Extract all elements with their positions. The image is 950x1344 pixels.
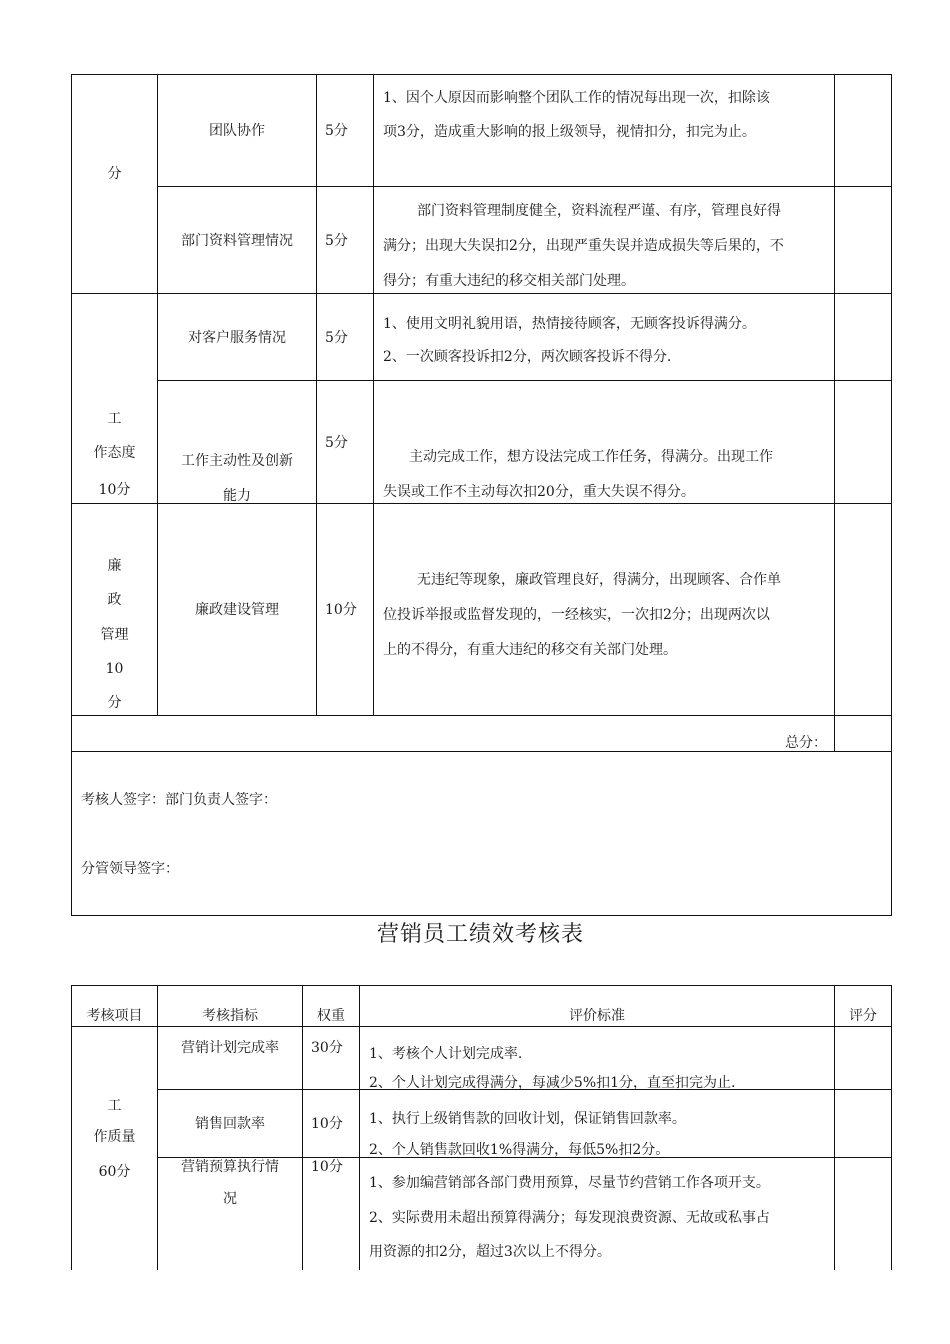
criteria-line: 2、个人计划完成得满分，每减少5%扣1分，直至扣完为止. <box>369 1075 736 1091</box>
table-rule <box>71 293 892 294</box>
category-label: 工 <box>107 1098 122 1114</box>
table-rule <box>373 74 374 716</box>
table-rule <box>316 74 317 716</box>
weight-cell: 10分 <box>325 602 357 618</box>
criteria-line: 得分；有重大违纪的移交相关部门处理。 <box>383 273 635 289</box>
category-label: 作态度 <box>93 445 136 461</box>
indicator-cell: 对客户服务情况 <box>188 330 286 346</box>
total-label: 总分： <box>785 735 827 751</box>
table-rule <box>71 1026 892 1027</box>
category-label: 60分 <box>98 1164 131 1180</box>
criteria-line: 1、参加编营销部各部门费用预算，尽量节约营销工作各项开支。 <box>369 1175 770 1191</box>
category-label: 10 <box>105 661 124 677</box>
criteria-line: 项3分，造成重大影响的报上级领导，视情扣分，扣完为止。 <box>383 124 756 140</box>
table-rule <box>834 74 835 752</box>
indicator-cell: 团队协作 <box>209 123 265 139</box>
table-rule <box>359 985 360 1270</box>
table-rule <box>71 751 892 752</box>
criteria-line: 2、个人销售款回收1%得满分，每低5%扣2分。 <box>369 1142 670 1158</box>
table-rule <box>302 985 303 1270</box>
header-weight: 权重 <box>317 1008 345 1024</box>
category-label: 廉 <box>107 558 122 574</box>
criteria-line: 部门资料管理制度健全，资料流程严谨、有序，管理良好得 <box>417 203 781 219</box>
header-criteria: 评价标准 <box>569 1008 625 1024</box>
leader-signature: 分管领导签字： <box>81 861 179 877</box>
criteria-line: 1、因个人原因而影响整个团队工作的情况每出现一次，扣除该 <box>383 90 770 106</box>
indicator-cell: 营销计划完成率 <box>181 1040 279 1056</box>
table-rule <box>71 985 892 986</box>
page-title: 营销员工绩效考核表 <box>377 922 585 947</box>
weight-cell: 5分 <box>325 435 348 451</box>
indicator-cell: 营销预算执行情 <box>181 1159 279 1175</box>
weight-cell: 5分 <box>325 330 348 346</box>
category-label: 分 <box>107 166 122 182</box>
indicator-cell: 况 <box>223 1191 237 1207</box>
weight-cell: 5分 <box>325 123 348 139</box>
table-rule <box>71 715 892 716</box>
table-rule <box>157 380 892 381</box>
weight-cell: 30分 <box>311 1040 343 1056</box>
category-label: 作质量 <box>93 1129 136 1145</box>
table-rule <box>834 985 835 1270</box>
category-label: 10分 <box>98 482 131 498</box>
weight-cell: 10分 <box>311 1116 343 1132</box>
header-category: 考核项目 <box>86 1008 143 1024</box>
indicator-cell: 销售回款率 <box>195 1116 265 1132</box>
category-label: 分 <box>107 695 122 711</box>
category-label: 工 <box>107 411 122 427</box>
criteria-line: 2、一次顾客投诉扣2分，两次顾客投诉不得分. <box>383 349 672 365</box>
indicator-cell: 工作主动性及创新 <box>181 453 293 469</box>
table-rule <box>891 985 892 1270</box>
weight-cell: 10分 <box>311 1159 343 1175</box>
table-rule <box>71 915 892 916</box>
reviewer-signature: 考核人签字：部门负责人签字： <box>81 792 277 808</box>
header-score: 评分 <box>849 1008 877 1024</box>
criteria-line: 1、使用文明礼貌用语，热情接待顾客，无顾客投诉得满分。 <box>383 316 756 332</box>
category-label: 管理 <box>100 627 129 643</box>
indicator-cell: 部门资料管理情况 <box>181 233 293 249</box>
criteria-line: 1、执行上级销售款的回收计划，保证销售回款率。 <box>369 1111 686 1127</box>
category-label: 政 <box>107 592 122 608</box>
criteria-line: 2、实际费用未超出预算得满分；每发现浪费资源、无故或私事占 <box>369 1210 770 1226</box>
table-rule <box>157 186 892 187</box>
criteria-line: 满分；出现大失误扣2分，出现严重失误并造成损失等后果的，不 <box>383 238 784 254</box>
criteria-line: 1、考核个人计划完成率. <box>369 1046 523 1062</box>
indicator-cell: 廉政建设管理 <box>195 602 279 618</box>
criteria-line: 无违纪等现象，廉政管理良好，得满分，出现顾客、合作单 <box>417 572 781 588</box>
header-indicator: 考核指标 <box>202 1008 258 1024</box>
table-rule <box>71 74 892 75</box>
weight-cell: 5分 <box>325 233 348 249</box>
criteria-line: 用资源的扣2分，超过3次以上不得分。 <box>369 1244 611 1260</box>
criteria-line: 失误或工作不主动每次扣20分，重大失误不得分。 <box>383 484 695 500</box>
criteria-line: 上的不得分，有重大违纪的移交有关部门处理。 <box>383 642 677 658</box>
criteria-line: 主动完成工作，想方设法完成工作任务，得满分。出现工作 <box>409 449 773 465</box>
table-rule <box>891 74 892 916</box>
criteria-line: 位投诉举报或监督发现的，一经核实，一次扣2分；出现两次以 <box>383 607 770 623</box>
indicator-cell: 能力 <box>223 488 251 504</box>
